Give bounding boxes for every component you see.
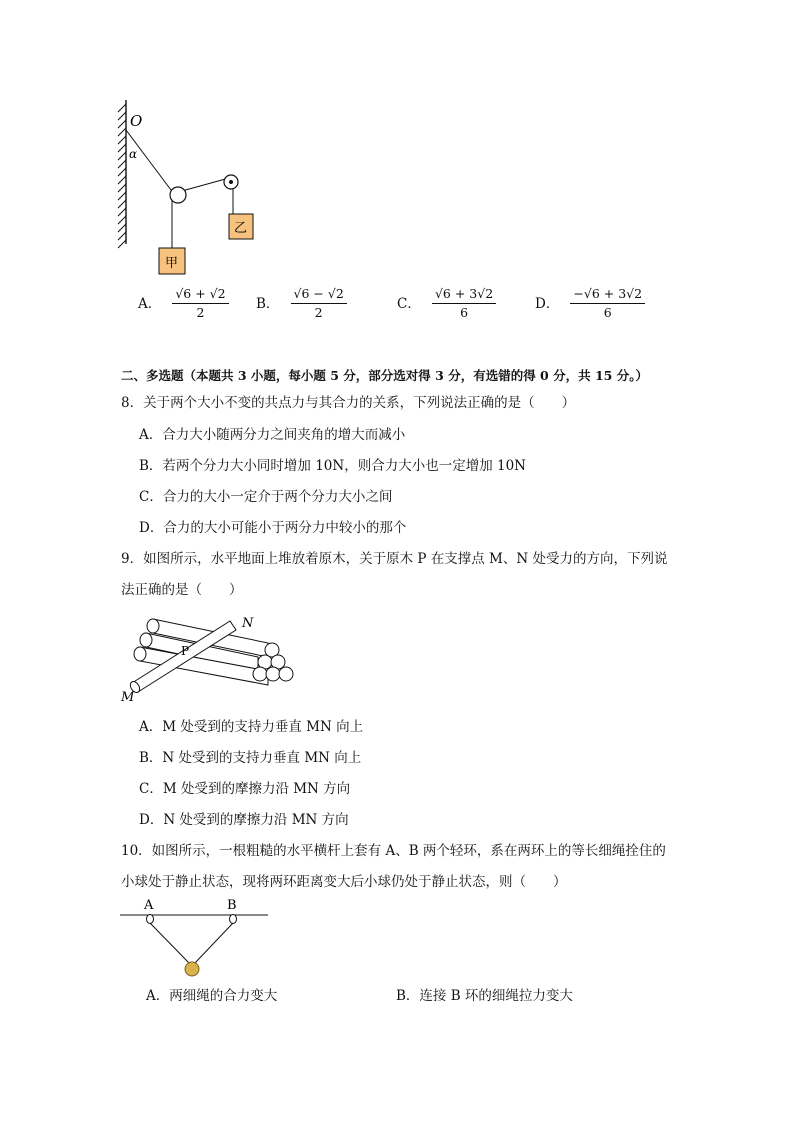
log-end: [253, 667, 267, 681]
log-end: [140, 633, 152, 647]
q7-option-c[interactable]: [397, 286, 496, 321]
label-b: B: [227, 898, 237, 913]
log-end: [147, 619, 159, 633]
label-jia: 甲: [165, 256, 179, 271]
option-letter: D．: [535, 296, 560, 312]
label-o: O: [130, 112, 143, 130]
q8-stem: 8．关于两个大小不变的共点力与其合力的关系，下列说法正确的是（ ）: [121, 395, 576, 411]
log-end: [266, 667, 280, 681]
q8-option-b[interactable]: B．若两个分力大小同时增加 10N，则合力大小也一定增加 10N: [139, 458, 526, 474]
numerator: √6 + √2: [172, 286, 228, 304]
denominator: 2: [314, 305, 323, 320]
q10-option-a[interactable]: A．两细绳的合力变大: [146, 988, 278, 1004]
label-p: P: [181, 644, 190, 658]
option-letter: B．: [256, 296, 280, 312]
label-a: A: [144, 898, 154, 913]
q9-option-c[interactable]: C．M 处受到的摩擦力沿 MN 方向: [139, 781, 351, 797]
q9-stem-line1: 9．如图所示，水平地面上堆放着原木，关于原木 P 在支撑点 M、N 处受力的方向，下列说: [121, 551, 668, 567]
figure-rings-ball: [118, 896, 274, 982]
log-end: [279, 667, 293, 681]
fraction: [291, 286, 347, 321]
q7-option-a[interactable]: [138, 286, 229, 321]
label-m: M: [121, 690, 135, 705]
q10-option-b[interactable]: B．连接 B 环的细绳拉力变大: [396, 988, 573, 1004]
fraction: [432, 286, 496, 321]
label-n: N: [242, 616, 254, 631]
string-b: [194, 923, 233, 964]
figure-logs: [118, 611, 298, 706]
option-letter: A．: [138, 296, 162, 312]
q7-option-b[interactable]: [256, 286, 347, 321]
q9-option-b[interactable]: B．N 处受到的支持力垂直 MN 向上: [139, 750, 362, 766]
ring-a: [147, 915, 154, 924]
string-oa: [126, 130, 174, 194]
pulley-axle: [229, 180, 233, 184]
q8-option-d[interactable]: D．合力的大小可能小于两分力中较小的那个: [139, 520, 407, 536]
q9-option-a[interactable]: A．M 处受到的支持力垂直 MN 向上: [139, 719, 364, 735]
string-a: [150, 923, 190, 964]
ball: [185, 962, 199, 976]
option-letter: C．: [397, 296, 421, 312]
movable-ring: [170, 187, 186, 203]
wall-hatching: [118, 104, 126, 248]
denominator: 2: [196, 305, 205, 320]
fraction: [570, 286, 645, 321]
q9-option-d[interactable]: D．N 处受到的摩擦力沿 MN 方向: [139, 812, 349, 828]
q10-stem-line1: 10．如图所示，一根粗糙的水平横杆上套有 A、B 两个轻环，系在两环上的等长细绳拴住的: [121, 843, 666, 859]
q7-option-d[interactable]: [535, 286, 645, 321]
label-yi: 乙: [234, 221, 248, 236]
denominator: 6: [460, 305, 469, 320]
numerator: √6 − √2: [291, 286, 347, 304]
numerator: −√6 + 3√2: [570, 286, 645, 304]
q8-option-a[interactable]: A．合力大小随两分力之间夹角的增大而减小: [139, 427, 406, 443]
label-alpha: α: [129, 147, 138, 161]
figure-pulley-system: [112, 96, 262, 278]
numerator: √6 + 3√2: [432, 286, 496, 304]
fraction: [172, 286, 228, 321]
string-to-pulley: [182, 178, 229, 191]
q10-stem-line2: 小球处于静止状态，现将两环距离变大后小球仍处于静止状态，则（ ）: [121, 874, 567, 890]
q8-option-c[interactable]: C．合力的大小一定介于两个分力大小之间: [139, 489, 393, 505]
denominator: 6: [603, 305, 612, 320]
q9-stem-line2: 法正确的是（ ）: [121, 582, 243, 598]
section-title: 二、多选题（本题共 3 小题，每小题 5 分，部分选对得 3 分，有选错的得 0 分，共 15 分。）: [121, 368, 648, 383]
ring-b: [230, 915, 237, 924]
log-end: [134, 647, 146, 661]
